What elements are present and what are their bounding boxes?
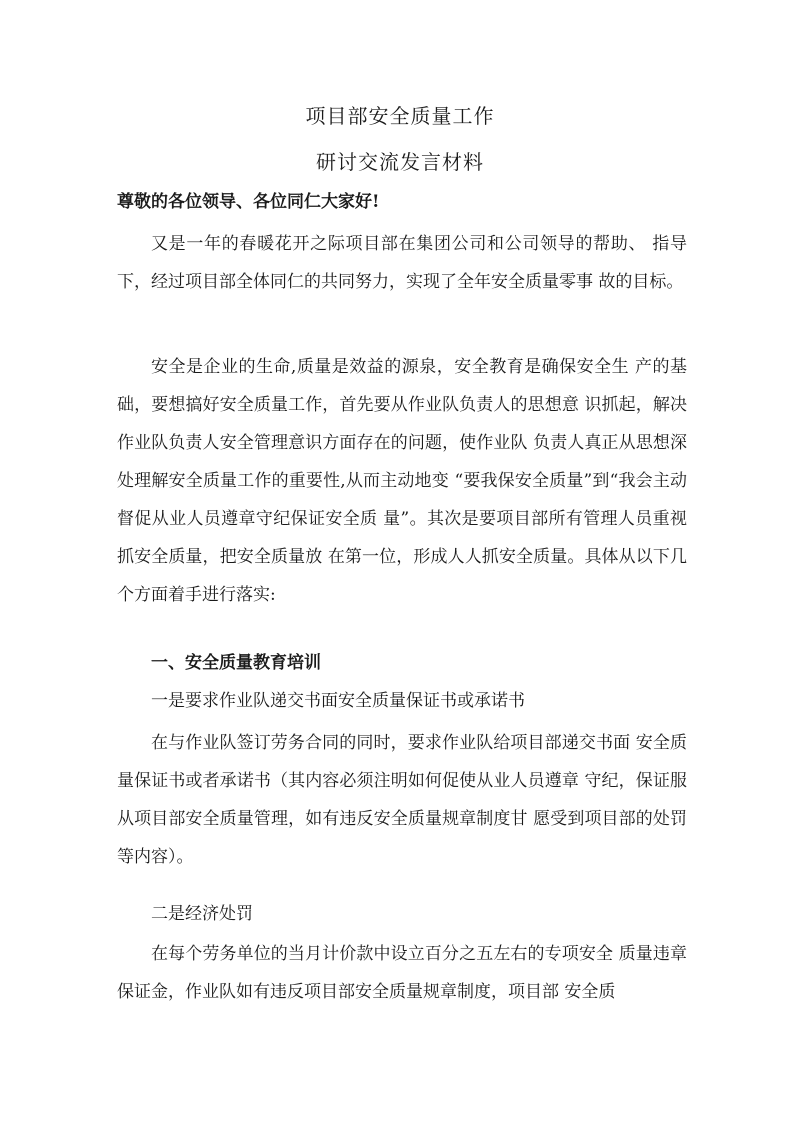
section-heading-training: 一、安全质量教育培训 bbox=[151, 653, 321, 673]
subsection-title-penalty: 二是经济处罚 bbox=[151, 904, 253, 924]
paragraph-penalty: 在每个劳务单位的当月计价款中设立百分之五左右的专项安全 质量违章保证金，作业队如有违反项目部安全质量规章制度，项目部 安全质 bbox=[117, 944, 687, 1002]
paragraph-safety-importance: 安全是企业的生命,质量是效益的源泉，安全教育是确保安全生 产的基础，要想搞好安全质量工作，首先要从作业队负责人的思想意 识抓起，解决作业队负责人安全管理意识方面存在的问题，使作业队 负责人真正从思想深处理解安全质量工作的重要性,从而主动地变 “要我保安全质量”到“我会主动督促从业人员遵章守纪保证安全质 量”。其次是要项目部所有管理人员重视抓安全质量，把安全质量放 在第一位，形成人人抓安全质量。具体从以下几个方面着手进行落实: bbox=[117, 357, 687, 605]
paragraph-guarantee: 在与作业队签订劳务合同的同时，要求作业队给项目部递交书面 安全质量保证书或者承诺书（其内容必须注明如何促使从业人员遵章 守纪，保证服从项目部安全质量管理，如有违反安全质量规章制度甘 愿受到项目部的处罚等内容）。 bbox=[117, 733, 687, 867]
document-title-line2: 研讨交流发言材料 bbox=[316, 150, 484, 174]
document-title-line1: 项目部安全质量工作 bbox=[305, 104, 495, 128]
subsection-title-guarantee: 一是要求作业队递交书面安全质量保证书或承诺书 bbox=[151, 691, 525, 711]
paragraph-intro: 又是一年的春暖花开之际项目部在集团公司和公司领导的帮助、 指导下，经过项目部全体同仁的共同努力，实现了全年安全质量零事 故的目标。 bbox=[117, 234, 687, 292]
greeting: 尊敬的各位领导、各位同仁大家好! bbox=[117, 192, 380, 212]
